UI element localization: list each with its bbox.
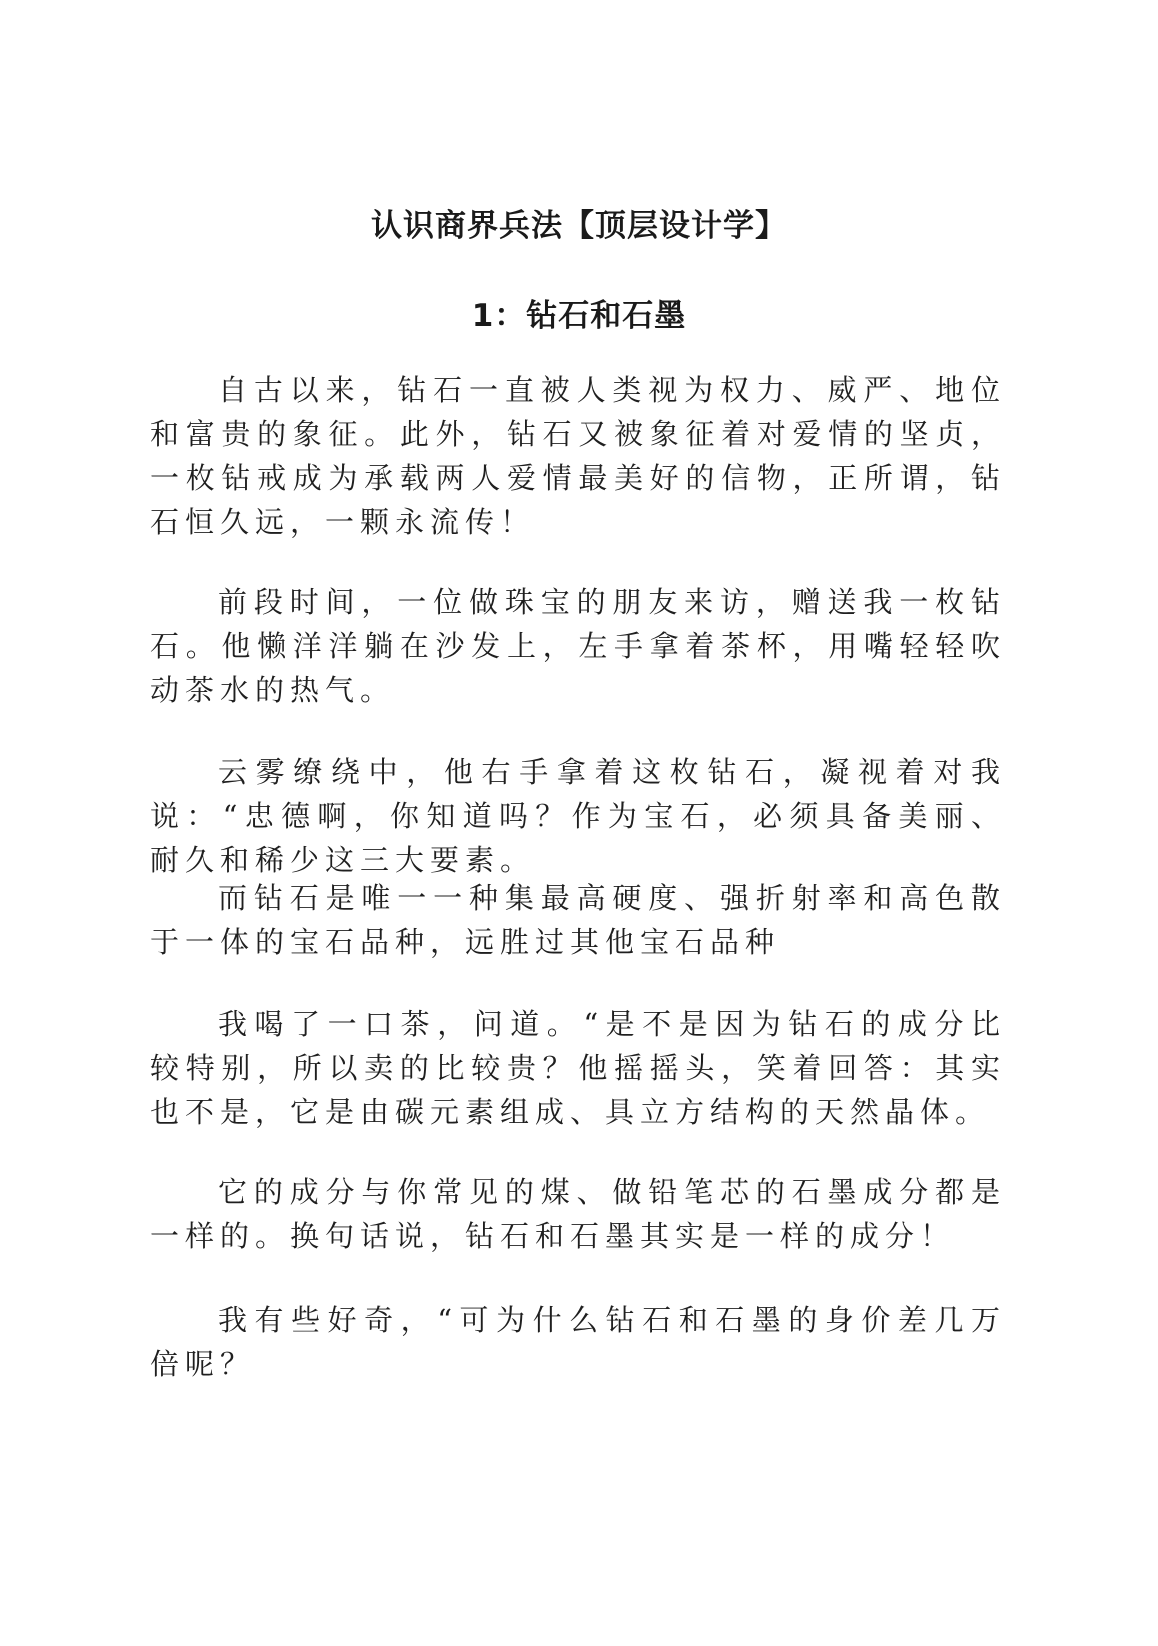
paragraph-7: 我有些好奇，“可为什么钻石和石墨的身价差几万倍呢？ xyxy=(150,1303,1006,1381)
section-heading: 1：钻石和石墨 xyxy=(471,298,687,334)
paragraph-5: 我喝了一口茶，问道。“是不是因为钻石的成分比较特别，所以卖的比较贵？他摇摇头，笑着回答：其实也不是，它是由碳元素组成、具立方结构的天然晶体。 xyxy=(150,1007,1006,1129)
paragraph-3: 云雾缭绕中，他右手拿着这枚钻石，凝视着对我说：“忠德啊，你知道吗？作为宝石，必须具备美丽、耐久和稀少这三大要素。 xyxy=(150,755,1006,877)
paragraph-4: 而钻石是唯一一种集最高硬度、强折射率和高色散于一体的宝石品种，远胜过其他宝石品种 xyxy=(150,881,1006,959)
paragraph-2: 前段时间，一位做珠宝的朋友来访，赠送我一枚钻石。他懒洋洋躺在沙发上，左手拿着茶杯，用嘴轻轻吹动茶水的热气。 xyxy=(150,585,1006,707)
paragraph-1: 自古以来，钻石一直被人类视为权力、威严、地位和富贵的象征。此外，钻石又被象征着对爱情的坚贞，一枚钻戒成为承载两人爱情最美好的信物，正所谓，钻石恒久远，一颗永流传！ xyxy=(150,373,1006,539)
paragraph-6: 它的成分与你常见的煤、做铅笔芯的石墨成分都是一样的。换句话说，钻石和石墨其实是一样的成分！ xyxy=(150,1175,1006,1253)
document-title: 认识商界兵法【顶层设计学】 xyxy=(371,208,787,244)
